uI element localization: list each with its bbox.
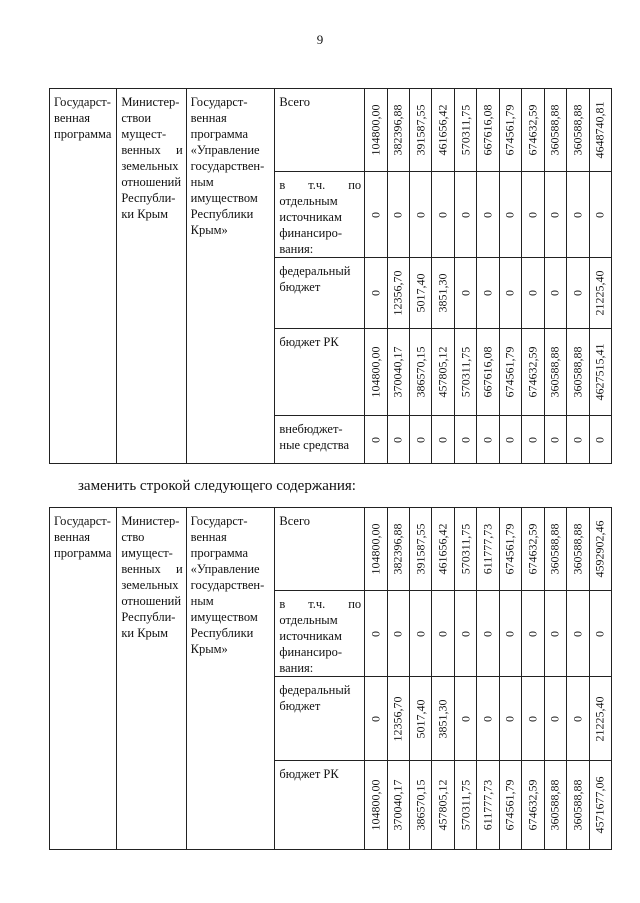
program-type-cell: Государст-венная программа: [50, 89, 117, 464]
value-cell: 0: [432, 172, 454, 258]
value-cell: 360588,88: [567, 508, 589, 591]
value-cell: 360588,88: [567, 761, 589, 850]
value-cell: 21225,40: [589, 677, 611, 761]
budget-table-old: [49, 88, 612, 464]
row-label: внебюджет-ные средства: [275, 416, 365, 464]
value-cell: 0: [544, 172, 566, 258]
value-cell: 386570,15: [410, 761, 432, 850]
value-cell: 5017,40: [410, 677, 432, 761]
value-cell: 611777,73: [477, 761, 499, 850]
value-cell: 0: [477, 172, 499, 258]
value-cell: 370040,17: [387, 761, 409, 850]
value-cell: 0: [387, 591, 409, 677]
row-label: Всего: [275, 89, 365, 172]
value-cell: 4648740,81: [589, 89, 611, 172]
program-name-cell: Государст-венная программа «Управление государствен-ным имуществом Республики Крым»: [186, 89, 275, 464]
value-cell: 0: [567, 416, 589, 464]
value-cell: 370040,17: [387, 329, 409, 416]
value-cell: 461656,42: [432, 89, 454, 172]
value-cell: 0: [499, 677, 521, 761]
value-cell: 0: [477, 677, 499, 761]
value-cell: 0: [365, 172, 387, 258]
value-cell: 360588,88: [544, 89, 566, 172]
row-label: федеральный бюджет: [275, 677, 365, 761]
value-cell: 0: [432, 591, 454, 677]
table-row: [50, 508, 612, 591]
value-cell: 0: [454, 416, 476, 464]
value-cell: 0: [477, 258, 499, 329]
value-cell: 0: [522, 677, 544, 761]
table-row: [50, 89, 612, 172]
value-cell: 21225,40: [589, 258, 611, 329]
value-cell: 0: [589, 172, 611, 258]
value-cell: 0: [522, 591, 544, 677]
value-cell: 674561,79: [499, 508, 521, 591]
value-cell: 0: [567, 591, 589, 677]
executor-cell: Министер-ство имущест-венных и земельных отношений Республи-ки Крым: [117, 508, 186, 850]
value-cell: 674561,79: [499, 761, 521, 850]
page-number: 9: [316, 32, 324, 47]
value-cell: 0: [365, 258, 387, 329]
value-cell: 4571677,06: [589, 761, 611, 850]
value-cell: 461656,42: [432, 508, 454, 591]
value-cell: 360588,88: [544, 508, 566, 591]
value-cell: 0: [477, 416, 499, 464]
value-cell: 360588,88: [567, 329, 589, 416]
value-cell: 667616,08: [477, 329, 499, 416]
value-cell: 0: [410, 591, 432, 677]
value-cell: 674561,79: [499, 89, 521, 172]
value-cell: 674632,59: [522, 89, 544, 172]
row-label: Всего: [275, 508, 365, 591]
executor-cell: Министер-ствои мущест-венных и земельных отношений Республи-ки Крым: [117, 89, 186, 464]
value-cell: 674632,59: [522, 508, 544, 591]
value-cell: 0: [387, 172, 409, 258]
value-cell: 391587,55: [410, 89, 432, 172]
value-cell: 360588,88: [544, 329, 566, 416]
value-cell: 0: [567, 172, 589, 258]
value-cell: 0: [387, 416, 409, 464]
value-cell: 382396,88: [387, 508, 409, 591]
value-cell: 3851,30: [432, 677, 454, 761]
row-label: в т.ч. по отдельным источникам финансиро-вания:: [275, 591, 365, 677]
value-cell: 5017,40: [410, 258, 432, 329]
program-name-cell: Государст-венная программа «Управление государствен-ным имуществом Республики Крым»: [186, 508, 275, 850]
value-cell: 0: [589, 591, 611, 677]
value-cell: 4592902,46: [589, 508, 611, 591]
value-cell: 360588,88: [544, 761, 566, 850]
value-cell: 570311,75: [454, 761, 476, 850]
value-cell: 12356,70: [387, 677, 409, 761]
row-label: в т.ч. по отдельным источникам финансиро-вания:: [275, 172, 365, 258]
value-cell: 0: [454, 172, 476, 258]
value-cell: 4627515,41: [589, 329, 611, 416]
program-type-cell: Государст-венная программа: [50, 508, 117, 850]
value-cell: 0: [365, 677, 387, 761]
value-cell: 104800,00: [365, 761, 387, 850]
value-cell: 0: [544, 416, 566, 464]
value-cell: 386570,15: [410, 329, 432, 416]
value-cell: 457805,12: [432, 329, 454, 416]
row-label: федеральный бюджет: [275, 258, 365, 329]
value-cell: 0: [544, 677, 566, 761]
value-cell: 667616,08: [477, 89, 499, 172]
value-cell: 0: [454, 591, 476, 677]
value-cell: 12356,70: [387, 258, 409, 329]
value-cell: 0: [432, 416, 454, 464]
value-cell: 0: [365, 416, 387, 464]
value-cell: 0: [499, 591, 521, 677]
value-cell: 0: [567, 258, 589, 329]
value-cell: 0: [477, 591, 499, 677]
value-cell: 104800,00: [365, 89, 387, 172]
value-cell: 0: [454, 677, 476, 761]
value-cell: 360588,88: [567, 89, 589, 172]
value-cell: 0: [522, 172, 544, 258]
value-cell: 674632,59: [522, 761, 544, 850]
row-label: бюджет РК: [275, 761, 365, 850]
value-cell: 0: [567, 677, 589, 761]
value-cell: 0: [544, 258, 566, 329]
budget-table-new: [49, 507, 612, 850]
value-cell: 3851,30: [432, 258, 454, 329]
value-cell: 0: [544, 591, 566, 677]
value-cell: 570311,75: [454, 329, 476, 416]
value-cell: 611777,73: [477, 508, 499, 591]
value-cell: 391587,55: [410, 508, 432, 591]
value-cell: 104800,00: [365, 508, 387, 591]
value-cell: 570311,75: [454, 508, 476, 591]
value-cell: 0: [365, 591, 387, 677]
row-label: бюджет РК: [275, 329, 365, 416]
value-cell: 0: [499, 258, 521, 329]
value-cell: 674561,79: [499, 329, 521, 416]
value-cell: 0: [589, 416, 611, 464]
value-cell: 382396,88: [387, 89, 409, 172]
replacement-caption: заменить строкой следующего содержания:: [78, 478, 356, 494]
value-cell: 0: [499, 416, 521, 464]
value-cell: 0: [522, 258, 544, 329]
value-cell: 0: [522, 416, 544, 464]
value-cell: 570311,75: [454, 89, 476, 172]
value-cell: 0: [454, 258, 476, 329]
value-cell: 0: [410, 172, 432, 258]
value-cell: 0: [410, 416, 432, 464]
value-cell: 457805,12: [432, 761, 454, 850]
value-cell: 674632,59: [522, 329, 544, 416]
value-cell: 104800,00: [365, 329, 387, 416]
value-cell: 0: [499, 172, 521, 258]
